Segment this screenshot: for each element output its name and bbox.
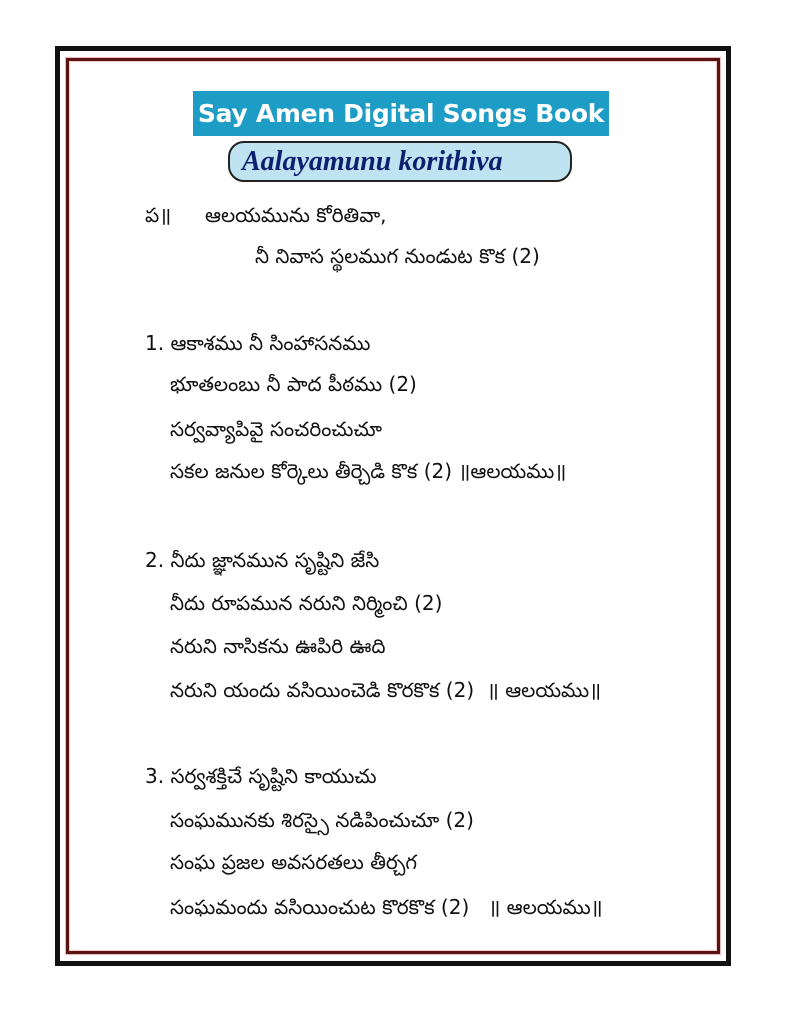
verse-line: సంఘ ప్రజల అవసరతలు తీర్చగ xyxy=(170,850,418,874)
verse-line: నీదు రూపమున నరుని నిర్మించి (2) xyxy=(170,591,443,615)
pallavi-label: ప॥ xyxy=(145,203,172,227)
verse-line: భూతలంబు నీ పాద పీఠము (2) xyxy=(170,372,417,396)
verse-line: నరుని నాసికను ఊపిరి ఊది xyxy=(170,634,386,658)
pallavi-line: ఆలయమును కోరితివా, xyxy=(205,203,387,227)
pallavi-line: నీ నివాస స్థలముగ నుండుట కొక (2) xyxy=(255,244,540,268)
verse-line: నరుని యందు వసియించెడి కొరకొక (2) ॥ ఆలయము॥ xyxy=(170,678,602,702)
verse-line: 2. నీదు జ్ఞానమున సృష్టిని జేసి xyxy=(145,548,380,572)
verse-line: సర్వవ్యాపివై సంచరించుచూ xyxy=(170,417,383,441)
verse-line: సంఘమందు వసియించుట కొరకొక (2) ॥ ఆలయము॥ xyxy=(170,895,603,919)
song-title: Aalayamunu korithiva xyxy=(228,141,572,182)
book-title-banner: Say Amen Digital Songs Book xyxy=(193,91,609,136)
verse-line: సకల జనుల కోర్కెలు తీర్చెడి కొక (2) ॥ఆలయము॥ xyxy=(170,459,567,483)
verse-line: 1. ఆకాశము నీ సింహాసనము xyxy=(145,331,371,355)
verse-line: సంఘమునకు శిరస్సై నడిపించుచూ (2) xyxy=(170,808,474,832)
verse-line: 3. సర్వశక్తిచే సృష్టిని కాయుచు xyxy=(145,764,377,788)
